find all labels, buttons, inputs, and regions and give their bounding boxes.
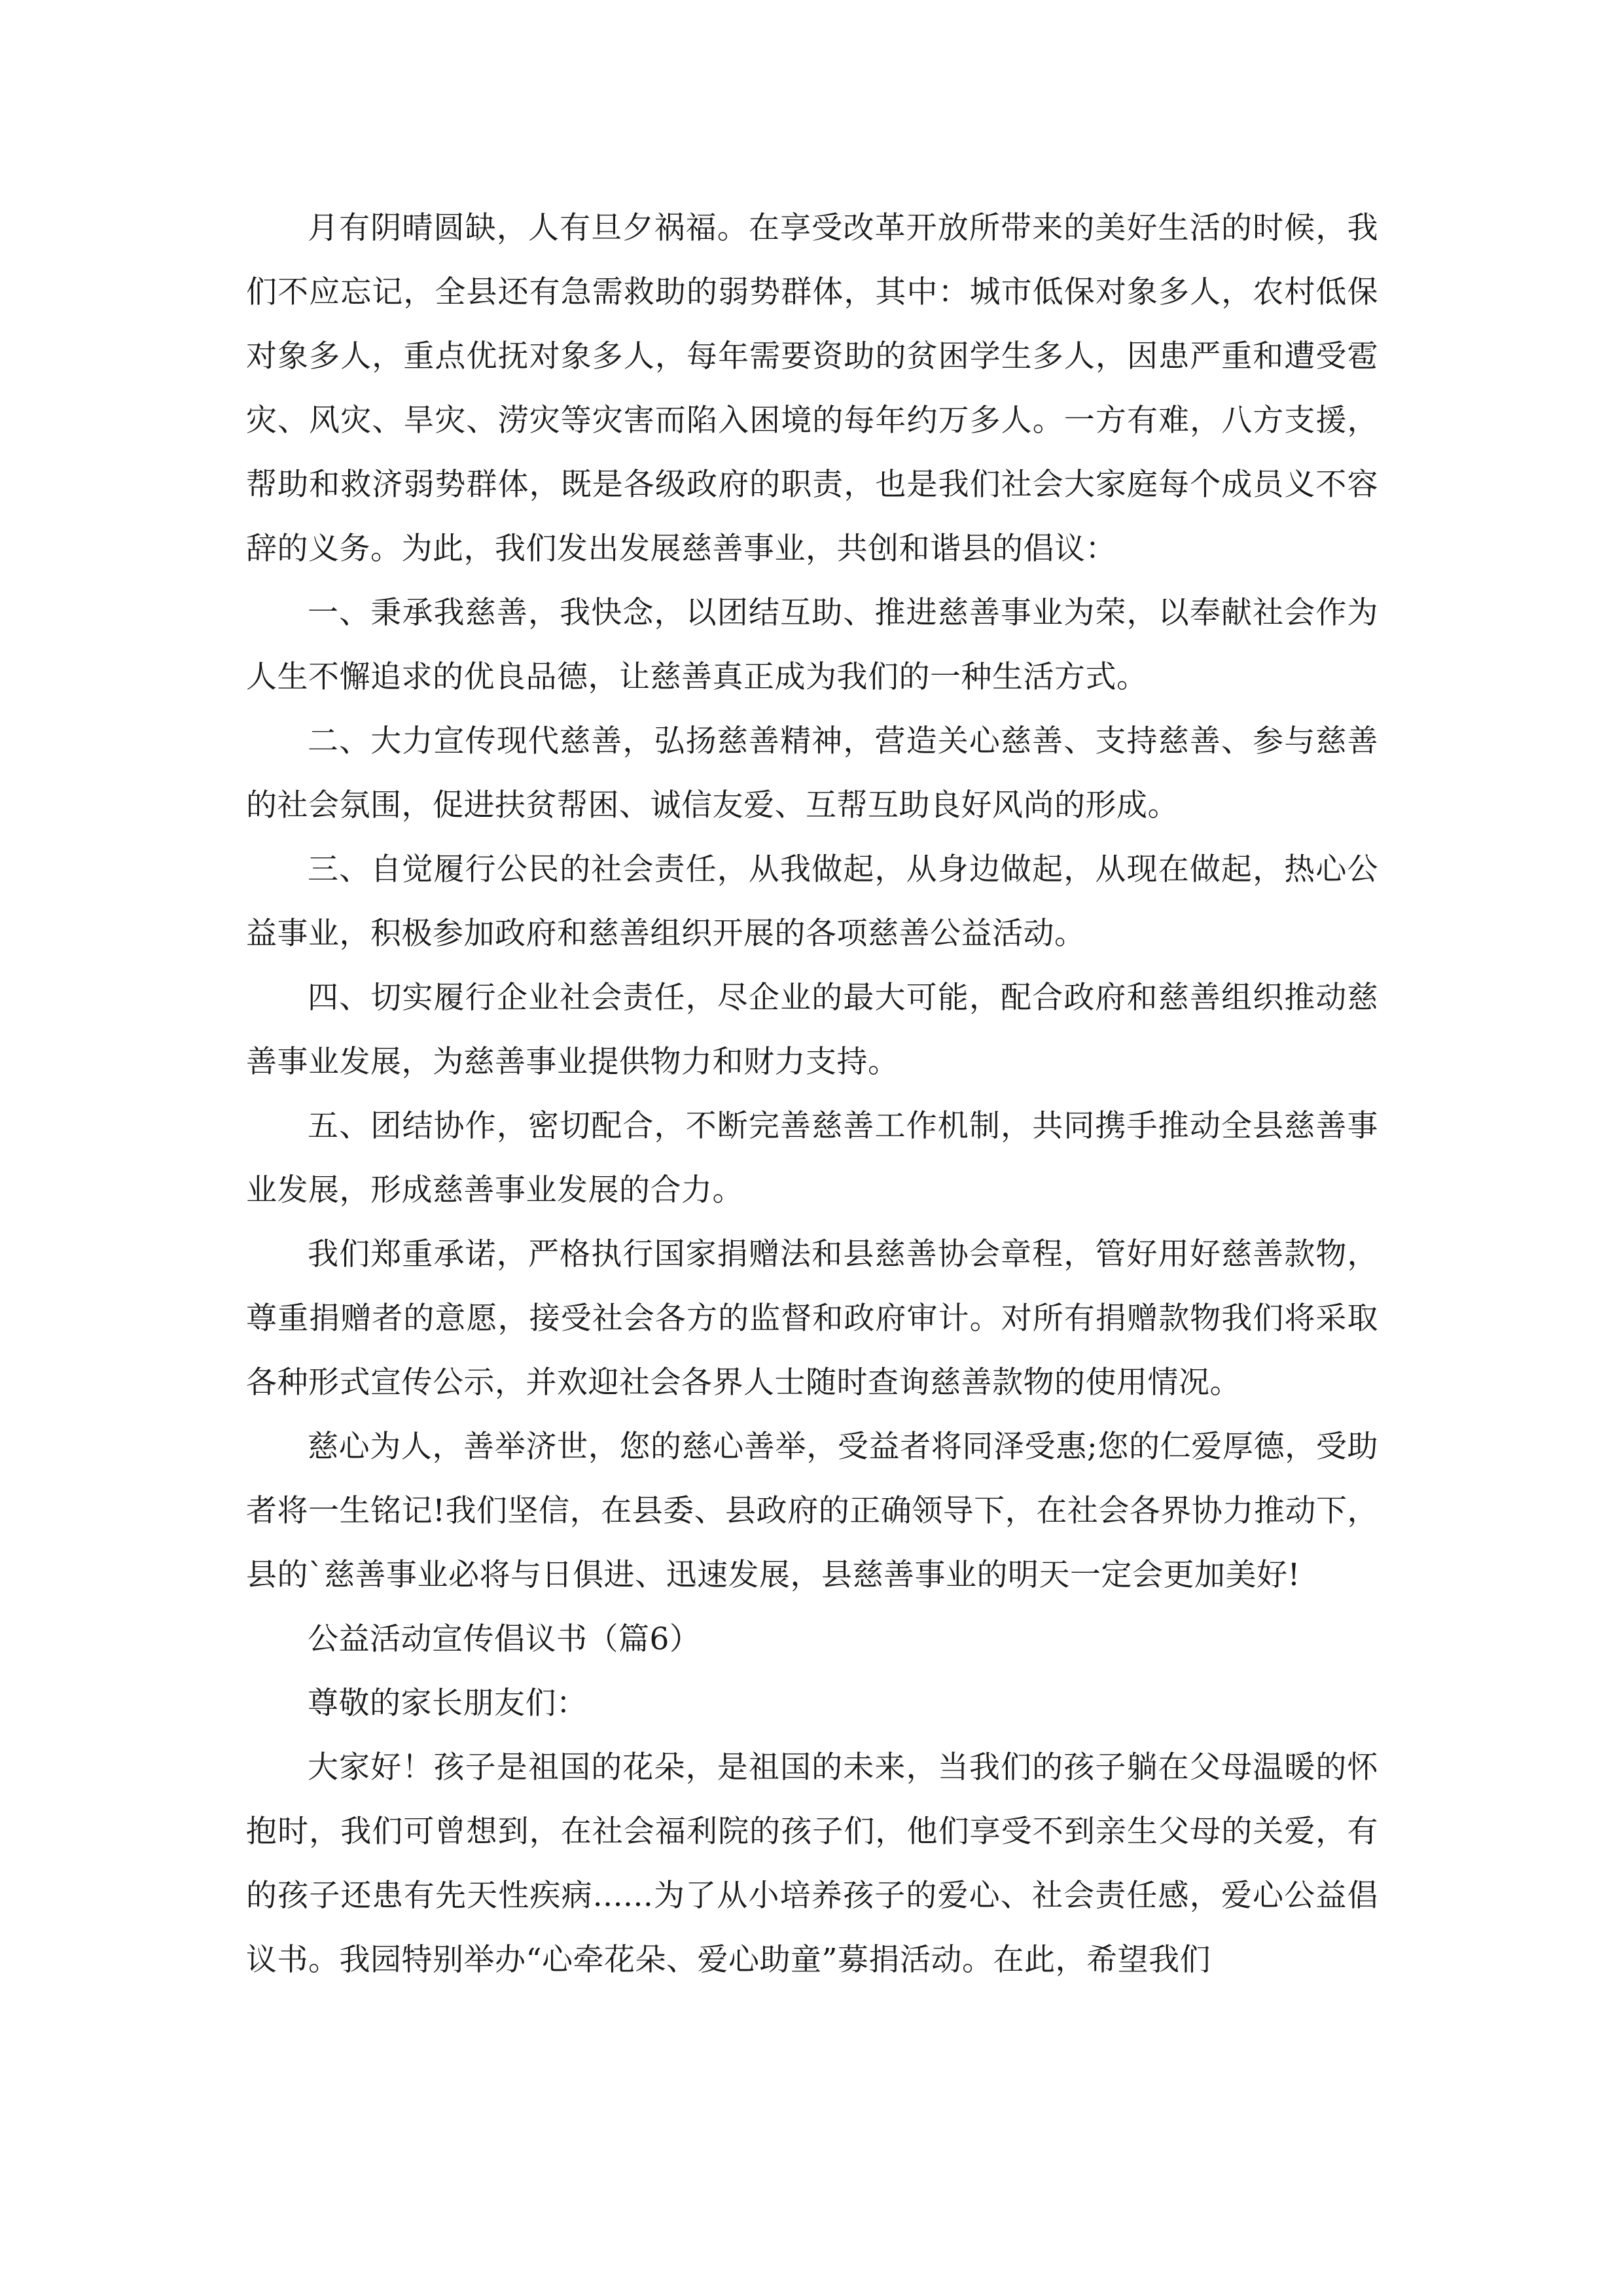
document-body [246,196,1378,1992]
paragraph-3: 二、大力宣传现代慈善，弘扬慈善精神，营造关心慈善、支持慈善、参与慈善的社会氛围，促进扶贫帮困、诚信友爱、互帮互助良好风尚的形成。 [246,723,1378,823]
salutation: 尊敬的家长朋友们： [308,1685,588,1721]
section-heading: 公益活动宣传倡议书（篇6） [308,1621,701,1657]
paragraph-8: 慈心为人，善举济世，您的慈心善举，受益者将同泽受惠;您的仁爱厚德，受助者将一生铭记!我们坚信，在县委、县政府的正确领导下，在社会各界协力推动下，县的`慈善事业必将与日俱进、迅速发展，县慈善事业的明天一定会更加美好! [246,1429,1378,1593]
paragraph-7: 我们郑重承诺，严格执行国家捐赠法和县慈善协会章程，管好用好慈善款物，尊重捐赠者的意愿，接受社会各方的监督和政府审计。对所有捐赠款物我们将采取各种形式宣传公示，并欢迎社会各界人士随时查询慈善款物的使用情况。 [246,1236,1378,1401]
paragraph-6: 五、团结协作，密切配合，不断完善慈善工作机制，共同携手推动全县慈善事业发展，形成慈善事业发展的合力。 [246,1108,1378,1208]
paragraph-5: 四、切实履行企业社会责任，尽企业的最大可能，配合政府和慈善组织推动慈善事业发展，为慈善事业提供物力和财力支持。 [246,980,1378,1080]
paragraph-4: 三、自觉履行公民的社会责任，从我做起，从身边做起，从现在做起，热心公益事业，积极参加政府和慈善组织开展的各项慈善公益活动。 [246,852,1378,952]
paragraph-1: 月有阴晴圆缺，人有旦夕祸福。在享受改革开放所带来的美好生活的时候，我们不应忘记，全县还有急需救助的弱势群体，其中：城市低保对象多人，农村低保对象多人，重点优抚对象多人，每年需要资助的贫困学生多人，因患严重和遭受雹灾、风灾、旱灾、涝灾等灾害而陷入困境的每年约万多人。一方有难，八方支援，帮助和救济弱势群体，既是各级政府的职责，也是我们社会大家庭每个成员义不容辞的义务。为此，我们发出发展慈善事业，共创和谐县的倡议： [246,210,1378,567]
paragraph-9: 大家好！孩子是祖国的花朵，是祖国的未来，当我们的孩子躺在父母温暖的怀抱时，我们可曾想到，在社会福利院的孩子们，他们享受不到亲生父母的关爱，有的孩子还患有先天性疾病......为了从小培养孩子的爱心、社会责任感，爱心公益倡议书。我园特别举办“心牵花朵、爱心助童”募捐活动。在此，希望我们 [246,1749,1378,1978]
paragraph-2: 一、秉承我慈善，我快念，以团结互助、推进慈善事业为荣，以奉献社会作为人生不懈追求的优良品德，让慈善真正成为我们的一种生活方式。 [246,595,1378,695]
